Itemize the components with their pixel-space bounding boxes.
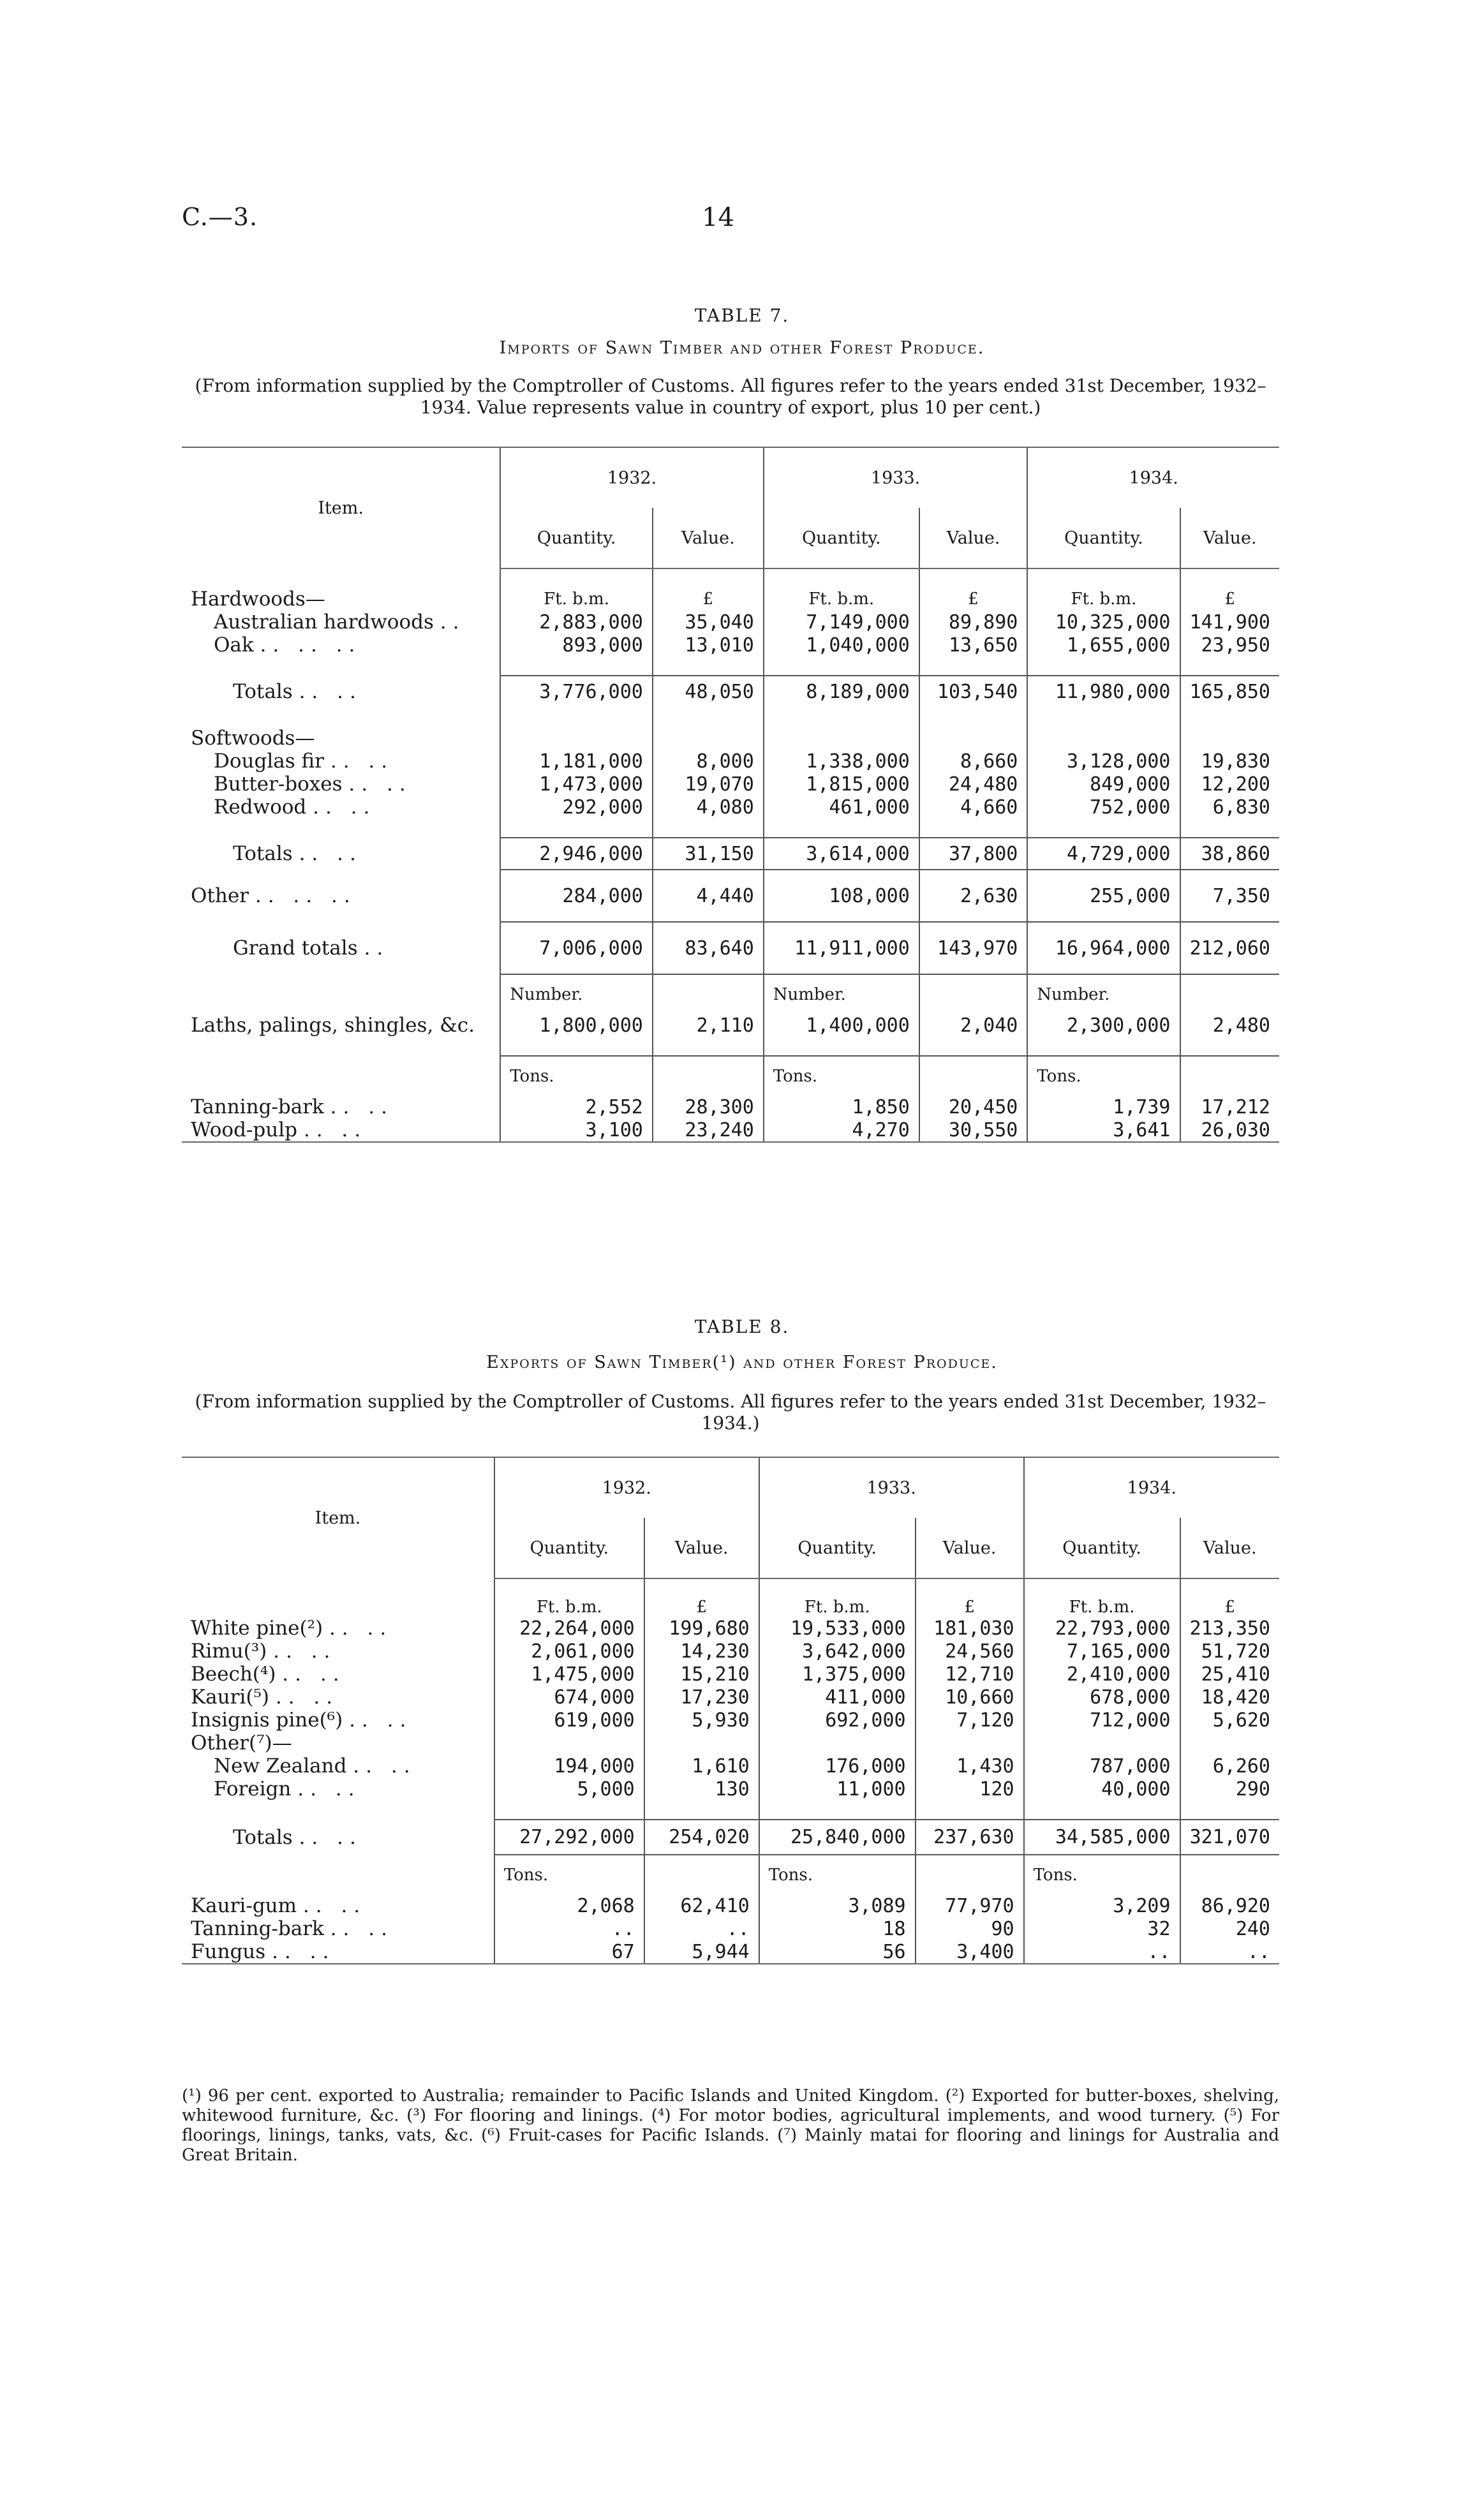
- table8-quantity-header: Quantity.: [759, 1518, 916, 1578]
- cell: 5,620: [1180, 1709, 1279, 1732]
- unit-label: £: [653, 588, 764, 611]
- cell: 2,300,000: [1027, 1014, 1180, 1037]
- cell: 67: [494, 1940, 644, 1964]
- cell: 103,540: [919, 676, 1028, 708]
- cell: 290: [1180, 1778, 1279, 1800]
- cell: 38,860: [1180, 838, 1280, 870]
- table-row: [182, 1732, 1279, 1755]
- cell: 674,000: [494, 1686, 644, 1709]
- unit-label: Ft. b.m.: [764, 588, 919, 611]
- table-row: [182, 1617, 1279, 1640]
- unit-label: Ft. b.m.: [759, 1598, 916, 1617]
- table8-year-1933: 1933.: [759, 1457, 1024, 1518]
- table8-units-row: [182, 1598, 1279, 1617]
- cell: 752,000: [1027, 796, 1180, 819]
- leader-dots: .. ..: [303, 1118, 367, 1141]
- cell: 11,000: [759, 1778, 916, 1800]
- cell: 2,552: [500, 1095, 653, 1118]
- table8-note: (From information supplied by the Comptroller of Customs. All figures refer to the years ended 31st December, 1932–1934.): [195, 1391, 1266, 1434]
- cell: 32: [1024, 1917, 1180, 1940]
- unit-label: Ft. b.m.: [1024, 1598, 1180, 1617]
- item-label: White pine(²): [191, 1617, 323, 1640]
- item-label: Tanning-bark: [191, 1095, 324, 1118]
- cell: 12,710: [916, 1663, 1024, 1686]
- item-label: Foreign: [214, 1778, 292, 1800]
- cell: 89,890: [919, 611, 1028, 634]
- softwoods-label: Softwoods—: [191, 727, 315, 750]
- unit-label: Ft. b.m.: [494, 1598, 644, 1617]
- cell: 1,338,000: [764, 750, 919, 773]
- cell: 25,410: [1180, 1663, 1279, 1686]
- item-label: Fungus: [191, 1940, 266, 1963]
- cell: 90: [916, 1917, 1024, 1940]
- table7-year-1933: 1933.: [764, 447, 1028, 508]
- leader-dots: .. ..: [330, 1095, 394, 1118]
- item-label: Rimu(³): [191, 1640, 267, 1663]
- cell: 30,550: [919, 1118, 1028, 1142]
- cell: 1,815,000: [764, 773, 919, 796]
- cell: ..: [1024, 1940, 1180, 1964]
- cell: 1,040,000: [764, 634, 919, 657]
- cell: 143,970: [919, 922, 1028, 974]
- table8-value-header: Value.: [1180, 1518, 1279, 1578]
- cell: 10,660: [916, 1686, 1024, 1709]
- cell: 7,120: [916, 1709, 1024, 1732]
- cell: 12,200: [1180, 773, 1280, 796]
- cell: ..: [644, 1917, 759, 1940]
- cell: 6,260: [1180, 1755, 1279, 1778]
- unit-label: £: [919, 588, 1028, 611]
- table8-title: Exports of Sawn Timber(¹) and other Forest Produce.: [486, 1353, 998, 1372]
- cell: 2,630: [919, 870, 1028, 922]
- table7-label: TABLE 7.: [694, 305, 790, 326]
- leader-dots: .. ..: [275, 1686, 339, 1709]
- hardwoods-label: Hardwoods—: [191, 588, 325, 611]
- cell: 3,128,000: [1027, 750, 1180, 773]
- cell: 37,800: [919, 838, 1028, 870]
- cell: 2,110: [653, 1014, 764, 1037]
- cell: 8,189,000: [764, 676, 919, 708]
- unit-label: Tons.: [494, 1855, 644, 1894]
- cell: 77,970: [916, 1894, 1024, 1917]
- table8-year-1934: 1934.: [1024, 1457, 1279, 1518]
- table8-quantity-header: Quantity.: [1024, 1518, 1180, 1578]
- cell: 678,000: [1024, 1686, 1180, 1709]
- cell: 7,006,000: [500, 922, 653, 974]
- cell: 4,660: [919, 796, 1028, 819]
- item-label: Totals: [233, 1825, 293, 1849]
- cell: 1,400,000: [764, 1014, 919, 1037]
- cell: 5,000: [494, 1778, 644, 1800]
- leader-dots: .. ..: [282, 1663, 346, 1686]
- item-label: Kauri(⁵): [191, 1686, 269, 1709]
- table7-note: (From information supplied by the Comptroller of Customs. All figures refer to the years ended 31st December, 1932–1934. Value represents value in country of export, plus 10 per cent.): [195, 375, 1266, 418]
- cell: 51,720: [1180, 1640, 1279, 1663]
- unit-label: Tons.: [1027, 1056, 1180, 1095]
- table-row: [182, 1663, 1279, 1686]
- cell: 1,181,000: [500, 750, 653, 773]
- cell: 1,610: [644, 1755, 759, 1778]
- cell: 5,930: [644, 1709, 759, 1732]
- cell: 16,964,000: [1027, 922, 1180, 974]
- cell: 22,264,000: [494, 1617, 644, 1640]
- cell: 26,030: [1180, 1118, 1280, 1142]
- table-row: [182, 1095, 1279, 1118]
- cell: 15,210: [644, 1663, 759, 1686]
- cell: 56: [759, 1940, 916, 1964]
- table-row-totals: [182, 838, 1279, 870]
- cell: 1,655,000: [1027, 634, 1180, 657]
- leader-dots: .. ..: [329, 1617, 393, 1640]
- table7-title: Imports of Sawn Timber and other Forest Produce.: [499, 338, 985, 358]
- cell: 181,030: [916, 1617, 1024, 1640]
- cell: 86,920: [1180, 1894, 1279, 1917]
- cell: 83,640: [653, 922, 764, 974]
- cell: 3,209: [1024, 1894, 1180, 1917]
- cell: 5,944: [644, 1940, 759, 1964]
- cell: 48,050: [653, 676, 764, 708]
- cell: 40,000: [1024, 1778, 1180, 1800]
- cell: 199,680: [644, 1617, 759, 1640]
- table7-value-header: Value.: [653, 508, 764, 568]
- table-row: [182, 727, 1279, 750]
- leader-dots: .. ..: [313, 796, 376, 819]
- table-row: [182, 750, 1279, 773]
- table-row: [182, 1640, 1279, 1663]
- table8-footnotes: (¹) 96 per cent. exported to Australia; remainder to Pacific Islands and United Kingdom. (²) Exported for butter-boxes, shelving, whitewood furniture, &c. (³) For flooring and linings. (⁴) For motor bodies, agricultural implements, and wood turnery. (⁵) For floorings, linings, tanks, vats, &c. (⁶) Fruit-cases for Pacific Islands. (⁷) Mainly matai for flooring and linings for Australia and Great Britain.: [182, 2086, 1279, 2165]
- leader-dots: .. ..: [299, 680, 362, 703]
- leader-dots: .. ..: [330, 1917, 394, 1940]
- cell: 237,630: [916, 1820, 1024, 1855]
- cell: 411,000: [759, 1686, 916, 1709]
- cell: 1,800,000: [500, 1014, 653, 1037]
- table8-item-header: Item.: [182, 1457, 494, 1578]
- table-row-grand-totals: [182, 922, 1279, 974]
- item-label: Kauri-gum: [191, 1894, 297, 1917]
- cell: 176,000: [759, 1755, 916, 1778]
- cell: 787,000: [1024, 1755, 1180, 1778]
- leader-dots: .. .. ..: [255, 884, 357, 907]
- table-row: [182, 1686, 1279, 1709]
- table8-quantity-header: Quantity.: [494, 1518, 644, 1578]
- cell: 62,410: [644, 1894, 759, 1917]
- cell: 255,000: [1027, 870, 1180, 922]
- cell: 24,480: [919, 773, 1028, 796]
- item-label: Other: [191, 884, 249, 907]
- cell: 2,040: [919, 1014, 1028, 1037]
- cell: 27,292,000: [494, 1820, 644, 1855]
- leader-dots: ..: [364, 937, 390, 960]
- table-row: [182, 1894, 1279, 1917]
- cell: 3,776,000: [500, 676, 653, 708]
- table-row: [182, 1709, 1279, 1732]
- cell: 17,230: [644, 1686, 759, 1709]
- item-label: Butter-boxes: [214, 773, 343, 796]
- leader-dots: .. ..: [273, 1640, 337, 1663]
- cell: 212,060: [1180, 922, 1280, 974]
- cell: 22,793,000: [1024, 1617, 1180, 1640]
- cell: 1,473,000: [500, 773, 653, 796]
- item-label: Redwood: [214, 796, 307, 819]
- table-row: [182, 1778, 1279, 1800]
- table-row: [182, 1118, 1279, 1142]
- item-label: Douglas fir: [214, 750, 324, 773]
- cell: 2,946,000: [500, 838, 653, 870]
- unit-label: £: [1180, 588, 1280, 611]
- table7-quantity-header: Quantity.: [500, 508, 653, 568]
- unit-label: £: [916, 1598, 1024, 1617]
- table-row-totals: [182, 1820, 1279, 1855]
- leader-dots: .. ..: [330, 750, 394, 773]
- table-row: [182, 1940, 1279, 1964]
- item-label: Insignis pine(⁶): [191, 1709, 343, 1732]
- cell: 2,061,000: [494, 1640, 644, 1663]
- table7-item-header: Item.: [182, 447, 500, 568]
- item-label: Oak: [214, 634, 254, 657]
- cell: 321,070: [1180, 1820, 1279, 1855]
- item-label: Tanning-bark: [191, 1917, 324, 1940]
- cell: 4,440: [653, 870, 764, 922]
- cell: 7,149,000: [764, 611, 919, 634]
- cell: 1,375,000: [759, 1663, 916, 1686]
- cell: 893,000: [500, 634, 653, 657]
- table8: [182, 1457, 1279, 1964]
- cell: 1,739: [1027, 1095, 1180, 1118]
- item-label: New Zealand: [214, 1755, 347, 1778]
- table-row-other: [182, 870, 1279, 922]
- table8-year-1932: 1932.: [494, 1457, 759, 1518]
- cell: 4,270: [764, 1118, 919, 1142]
- cell: 2,068: [494, 1894, 644, 1917]
- cell: 25,840,000: [759, 1820, 916, 1855]
- leader-dots: .. ..: [349, 1709, 413, 1732]
- unit-label: Ft. b.m.: [1027, 588, 1180, 611]
- leader-dots: .. ..: [353, 1755, 417, 1778]
- cell: 11,980,000: [1027, 676, 1180, 708]
- table-row-totals: [182, 676, 1279, 708]
- table7-value-header: Value.: [1180, 508, 1280, 568]
- cell: 23,240: [653, 1118, 764, 1142]
- table8-label: TABLE 8.: [694, 1316, 790, 1337]
- table7-year-1932: 1932.: [500, 447, 764, 508]
- cell: 13,010: [653, 634, 764, 657]
- cell: 19,070: [653, 773, 764, 796]
- cell: 2,410,000: [1024, 1663, 1180, 1686]
- item-label: Totals: [233, 842, 293, 865]
- cell: 23,950: [1180, 634, 1280, 657]
- leader-dots: .. ..: [299, 842, 362, 865]
- cell: 35,040: [653, 611, 764, 634]
- unit-label: Tons.: [759, 1855, 916, 1894]
- cell: ..: [1180, 1940, 1279, 1964]
- cell: 1,850: [764, 1095, 919, 1118]
- item-label: Australian hardwoods: [214, 611, 434, 634]
- cell: 2,883,000: [500, 611, 653, 634]
- cell: 7,165,000: [1024, 1640, 1180, 1663]
- leader-dots: .. ..: [297, 1778, 361, 1800]
- cell: 3,100: [500, 1118, 653, 1142]
- leader-dots: .. ..: [302, 1894, 367, 1917]
- cell: 19,830: [1180, 750, 1280, 773]
- unit-label: £: [1180, 1598, 1279, 1617]
- cell: 849,000: [1027, 773, 1180, 796]
- cell: 120: [916, 1778, 1024, 1800]
- other-label: Other(⁷)—: [191, 1732, 292, 1755]
- cell: 141,900: [1180, 611, 1280, 634]
- item-label: Grand totals: [233, 937, 358, 960]
- item-label: Beech(⁴): [191, 1663, 276, 1686]
- cell: 692,000: [759, 1709, 916, 1732]
- unit-label: Number.: [1027, 974, 1180, 1014]
- cell: 292,000: [500, 796, 653, 819]
- cell: 1,475,000: [494, 1663, 644, 1686]
- unit-label: £: [644, 1598, 759, 1617]
- cell: 130: [644, 1778, 759, 1800]
- table-row: [182, 796, 1279, 819]
- table8-value-header: Value.: [916, 1518, 1024, 1578]
- table7-value-header: Value.: [919, 508, 1028, 568]
- table-row-laths: [182, 1014, 1279, 1037]
- cell: 31,150: [653, 838, 764, 870]
- cell: 284,000: [500, 870, 653, 922]
- cell: 240: [1180, 1917, 1279, 1940]
- cell: 1,430: [916, 1755, 1024, 1778]
- table-row: [182, 611, 1279, 634]
- table7: [182, 447, 1279, 1143]
- cell: ..: [494, 1917, 644, 1940]
- cell: 17,212: [1180, 1095, 1280, 1118]
- item-label: Totals: [233, 680, 293, 703]
- cell: 3,089: [759, 1894, 916, 1917]
- cell: 3,400: [916, 1940, 1024, 1964]
- cell: 254,020: [644, 1820, 759, 1855]
- leader-dots: .. ..: [272, 1940, 336, 1963]
- unit-label: Number.: [764, 974, 919, 1014]
- table7-tons-units-row: [182, 1056, 1279, 1095]
- cell: 2,480: [1180, 1014, 1280, 1037]
- cell: 11,911,000: [764, 922, 919, 974]
- cell: 8,660: [919, 750, 1028, 773]
- cell: 4,729,000: [1027, 838, 1180, 870]
- table7-units-row: [182, 588, 1279, 611]
- leader-dots: .. ..: [299, 1825, 362, 1849]
- cell: 165,850: [1180, 676, 1280, 708]
- cell: 20,450: [919, 1095, 1028, 1118]
- cell: 3,641: [1027, 1118, 1180, 1142]
- page-reference: C.—3.: [182, 203, 258, 231]
- table7-quantity-header: Quantity.: [1027, 508, 1180, 568]
- unit-label: Tons.: [500, 1056, 653, 1095]
- cell: 13,650: [919, 634, 1028, 657]
- cell: 108,000: [764, 870, 919, 922]
- table-row: [182, 773, 1279, 796]
- unit-label: Ft. b.m.: [500, 588, 653, 611]
- cell: 10,325,000: [1027, 611, 1180, 634]
- cell: 3,614,000: [764, 838, 919, 870]
- cell: 619,000: [494, 1709, 644, 1732]
- table-row: [182, 1755, 1279, 1778]
- cell: 18,420: [1180, 1686, 1279, 1709]
- cell: 8,000: [653, 750, 764, 773]
- unit-label: Tons.: [1024, 1855, 1180, 1894]
- cell: 6,830: [1180, 796, 1280, 819]
- table7-quantity-header: Quantity.: [764, 508, 919, 568]
- unit-label: Number.: [500, 974, 653, 1014]
- table7-year-1934: 1934.: [1027, 447, 1279, 508]
- item-label: Wood-pulp: [191, 1118, 297, 1141]
- cell: 712,000: [1024, 1709, 1180, 1732]
- table-row: [182, 1917, 1279, 1940]
- cell: 213,350: [1180, 1617, 1279, 1640]
- cell: 18: [759, 1917, 916, 1940]
- unit-label: Tons.: [764, 1056, 919, 1095]
- table-row: [182, 634, 1279, 657]
- cell: 194,000: [494, 1755, 644, 1778]
- cell: 24,560: [916, 1640, 1024, 1663]
- cell: 461,000: [764, 796, 919, 819]
- table7-number-units-row: [182, 974, 1279, 1014]
- cell: 7,350: [1180, 870, 1280, 922]
- cell: 3,642,000: [759, 1640, 916, 1663]
- leader-dots: .. ..: [348, 773, 412, 796]
- cell: 34,585,000: [1024, 1820, 1180, 1855]
- cell: 14,230: [644, 1640, 759, 1663]
- page-number: 14: [702, 203, 734, 232]
- leader-dots: ..: [440, 611, 466, 634]
- table8-tons-units-row: [182, 1855, 1279, 1894]
- cell: 28,300: [653, 1095, 764, 1118]
- leader-dots: .. .. ..: [260, 634, 362, 657]
- cell: 4,080: [653, 796, 764, 819]
- item-label: Laths, palings, shingles, &c.: [191, 1014, 475, 1037]
- cell: 19,533,000: [759, 1617, 916, 1640]
- table8-value-header: Value.: [644, 1518, 759, 1578]
